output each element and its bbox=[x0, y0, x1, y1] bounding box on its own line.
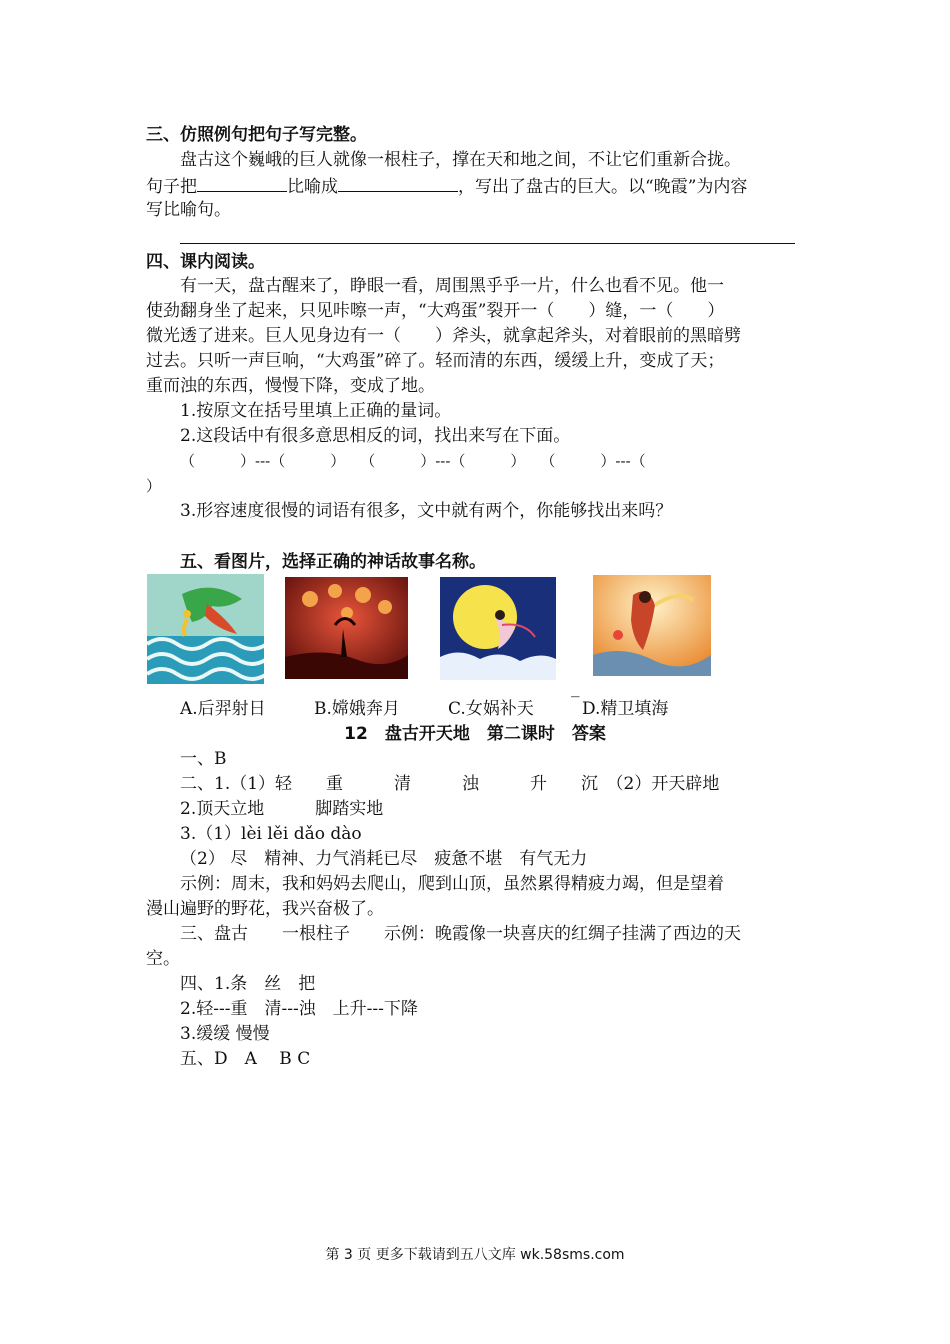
answer-line-4: 3.（1）lèi lěi dǎo dào bbox=[180, 824, 362, 844]
text-segment: 比喻成 bbox=[287, 177, 338, 197]
option-c: C.女娲补天 bbox=[448, 699, 534, 719]
text-segment: 句子把 bbox=[146, 177, 197, 197]
archer-suns-icon bbox=[285, 577, 408, 679]
text-segment: ，写出了盘古的巨大。以“晚霞”为内容 bbox=[458, 177, 748, 197]
bird-over-sea-picture bbox=[147, 574, 264, 684]
question-1: 1.按原文在括号里填上正确的量词。 bbox=[180, 401, 452, 421]
section-5-title: 五、看图片，选择正确的神话故事名称。 bbox=[180, 552, 486, 572]
reading-line-5: 重而浊的东西，慢慢下降，变成了地。 bbox=[146, 376, 435, 396]
section-3-paragraph-line-3: 写比喻句。 bbox=[146, 200, 231, 220]
section-3-paragraph-line-2 bbox=[146, 173, 747, 200]
archer-suns-picture bbox=[285, 577, 408, 679]
option-b: B.嫦娥奔月 bbox=[314, 699, 400, 719]
answer-line-11: 2.轻---重 清---浊 上升---下降 bbox=[180, 999, 418, 1019]
moon-goddess-picture bbox=[440, 577, 556, 680]
answer-line-12: 3.缓缓 慢慢 bbox=[180, 1024, 270, 1044]
reading-line-3: 微光透了进来。巨人见身边有一（ ）斧头，就拿起斧头，对着眼前的黑暗劈 bbox=[146, 326, 741, 346]
page-footer: 第 3 页 更多下载请到五八文库 wk.58sms.com bbox=[325, 1247, 625, 1263]
option-d: D.精卫填海 bbox=[582, 699, 669, 719]
antonym-blank-tail: ） bbox=[146, 477, 162, 495]
question-2: 2.这段话中有很多意思相反的词，找出来写在下面。 bbox=[180, 426, 571, 446]
answer-line-8: 三、盘古 一根柱子 示例：晚霞像一块喜庆的红绸子挂满了西边的天 bbox=[180, 924, 741, 944]
reading-line-4: 过去。只听一声巨响，“大鸡蛋”碎了。轻而清的东西，缓缓上升，变成了天； bbox=[146, 351, 725, 371]
answer-line-1: 一、B bbox=[180, 749, 227, 769]
answers-title: 12 盘古开天地 第二课时 答案 bbox=[344, 724, 606, 744]
answer-line-2: 二、1.（1）轻 重 清 浊 升 沉 （2）开天辟地 bbox=[180, 774, 720, 794]
fill-blank-1[interactable] bbox=[197, 173, 287, 192]
option-a: A.后羿射日 bbox=[180, 699, 266, 719]
dash-mark: _ bbox=[571, 678, 580, 698]
answer-line-5: （2） 尽 精神、力气消耗已尽 疲惫不堪 有气无力 bbox=[180, 849, 588, 869]
bird-over-sea-icon bbox=[147, 574, 264, 684]
section-3-paragraph-line-1: 盘古这个巍峨的巨人就像一根柱子，撑在天和地之间，不让它们重新合拢。 bbox=[180, 150, 741, 170]
goddess-sky-picture bbox=[593, 575, 711, 676]
answer-line-13: 五、D A B C bbox=[180, 1049, 311, 1069]
question-3: 3.形容速度很慢的词语有很多，文中就有两个，你能够找出来吗？ bbox=[180, 501, 673, 521]
moon-goddess-icon bbox=[440, 577, 556, 680]
answer-line[interactable] bbox=[180, 243, 795, 244]
answer-line-3: 2.顶天立地 脚踏实地 bbox=[180, 799, 384, 819]
answer-line-10: 四、1.条 丝 把 bbox=[180, 974, 316, 994]
reading-line-1: 有一天，盘古醒来了，睁眼一看，周围黑乎乎一片，什么也看不见。他一 bbox=[180, 276, 724, 296]
section-4-title: 四、课内阅读。 bbox=[146, 252, 265, 272]
fill-blank-2[interactable] bbox=[338, 173, 458, 192]
answer-line-7: 漫山遍野的野花，我兴奋极了。 bbox=[146, 899, 384, 919]
answer-line-9: 空。 bbox=[146, 949, 180, 969]
section-3-title: 三、仿照例句把句子写完整。 bbox=[146, 125, 367, 145]
answer-line-6: 示例：周末，我和妈妈去爬山，爬到山顶，虽然累得精疲力竭，但是望着 bbox=[180, 874, 724, 894]
reading-line-2: 使劲翻身坐了起来，只见咔嚓一声，“大鸡蛋”裂开一（ ）缝，一（ ） bbox=[146, 301, 725, 321]
antonym-blanks[interactable]: （ ）---（ ） （ ）---（ ） （ ）---（ bbox=[180, 452, 646, 470]
goddess-sky-icon bbox=[593, 575, 711, 676]
